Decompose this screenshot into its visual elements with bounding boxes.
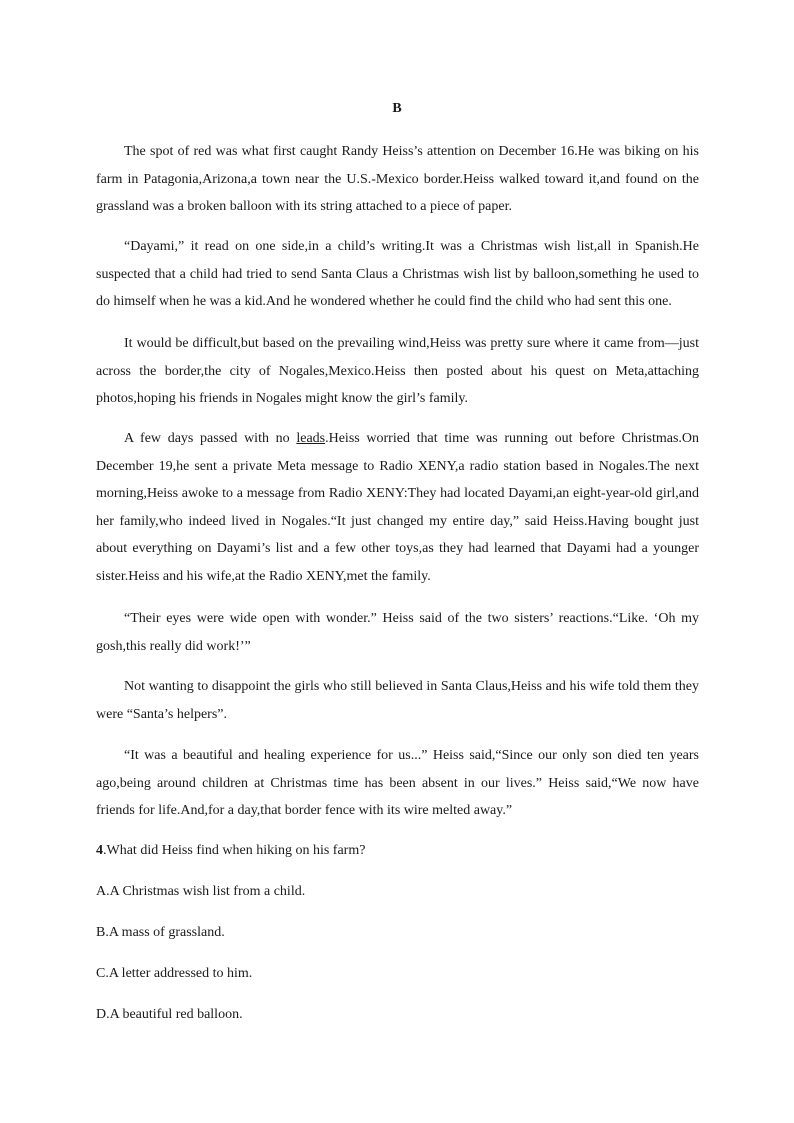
option-a: A.A Christmas wish list from a child. xyxy=(96,884,306,899)
passage-paragraph-2: “Dayami,” it read on one side,in a child’s writing.It was a Christmas wish list,all in Spanish.He suspected that a child had tried to send Santa Claus a Christmas wish list by balloon,something he used to do himself when he was a kid.And he wondered whether he could find the child who had sent this one. xyxy=(96,239,699,309)
underlined-word-leads: leads xyxy=(296,431,326,446)
question-4 xyxy=(96,843,365,859)
passage-paragraph-6: Not wanting to disappoint the girls who still believed in Santa Claus,Heiss and his wife told them they were “Santa’s helpers”. xyxy=(96,679,699,722)
passage-paragraph-7: “It was a beautiful and healing experience for us...” Heiss said,“Since our only son died ten years ago,being around children at Christmas time has been absent in our lives.” Heiss said,“We now have friends for life.And,for a day,that border fence with its wire melted away.” xyxy=(96,748,699,818)
option-b: B.A mass of grassland. xyxy=(96,925,225,940)
paragraph-4-text-start: A few days passed with no xyxy=(124,431,297,446)
paragraph-4-text-end: .Heiss worried that time was running out before Christmas.On December 19,he sent a private Meta message to Radio XENY,a radio station based in Nogales.The next morning,Heiss awoke to a message from Radio XENY:They had located Dayami,an eight-year-old girl,and her family,who indeed lived in Nogales.“It just changed my entire day,” said Heiss.Having bought just about everything on Dayami’s list and a few other toys,as they had learned that Dayami had a younger sister.Heiss and his wife,at the Radio XENY,met the family. xyxy=(96,431,699,584)
passage-paragraph-5: “Their eyes were wide open with wonder.” Heiss said of the two sisters’ reactions.“Like. ‘Oh my gosh,this really did work!’” xyxy=(96,611,699,654)
passage-paragraph-4 xyxy=(96,425,699,590)
section-label: B xyxy=(392,101,402,116)
passage-paragraph-1: The spot of red was what first caught Randy Heiss’s attention on December 16.He was biking on his farm in Patagonia,Arizona,a town near the U.S.-Mexico border.Heiss walked toward it,and found on the grassland was a broken balloon with its string attached to a piece of paper. xyxy=(96,144,699,214)
question-number: 4 xyxy=(96,843,103,858)
option-c: C.A letter addressed to him. xyxy=(96,966,253,981)
question-text: .What did Heiss find when hiking on his farm? xyxy=(103,843,366,858)
option-d: D.A beautiful red balloon. xyxy=(96,1007,243,1022)
passage-paragraph-3: It would be difficult,but based on the prevailing wind,Heiss was pretty sure where it came from—just across the border,the city of Nogales,Mexico.Heiss then posted about his quest on Meta,attaching photos,hoping his friends in Nogales might know the girl’s family. xyxy=(96,336,699,406)
